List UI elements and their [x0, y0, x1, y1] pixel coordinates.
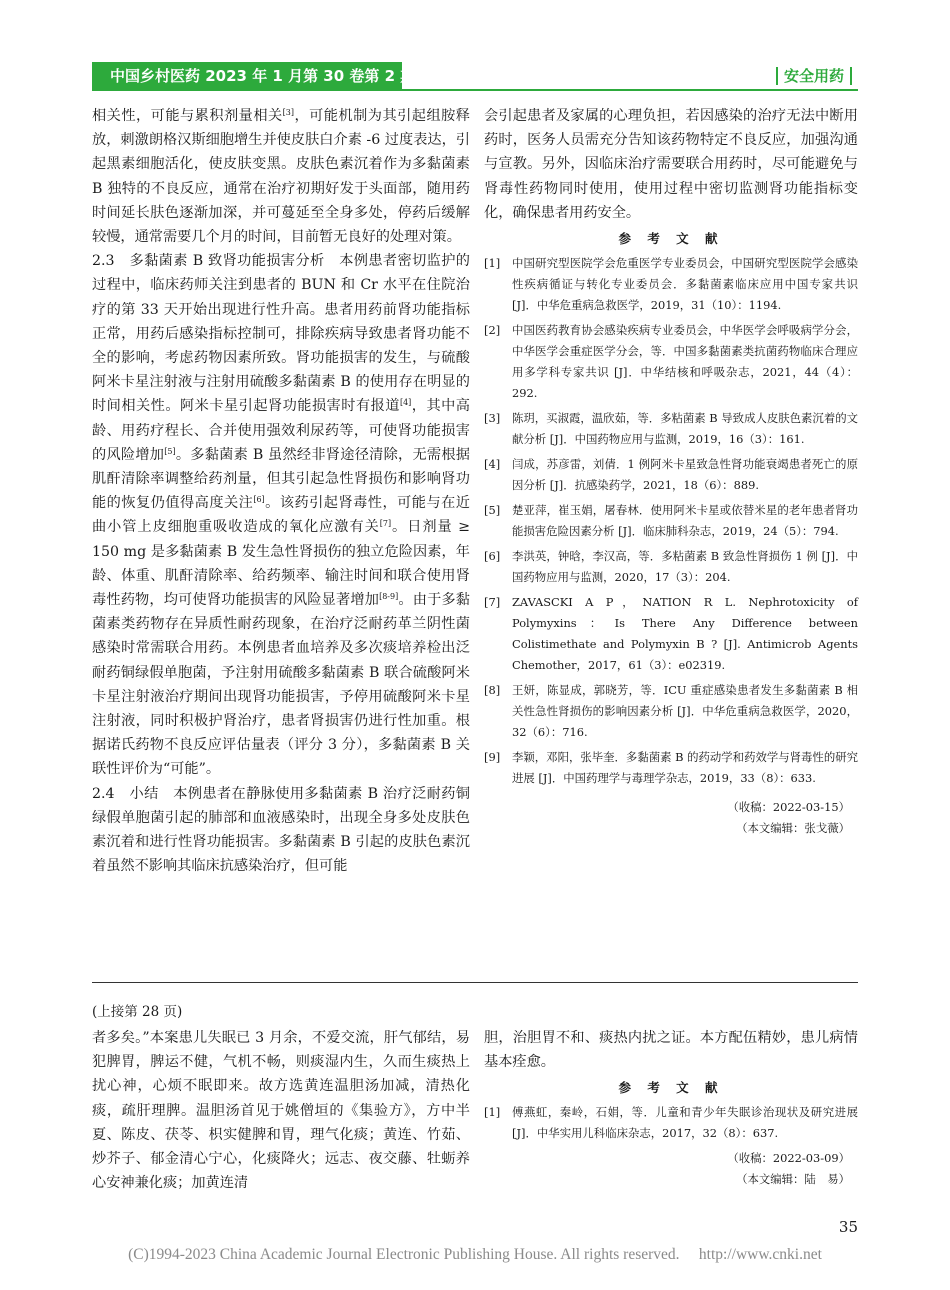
article-divider — [92, 982, 858, 983]
citation-6: [6] — [253, 495, 265, 505]
reference-number: [4] — [484, 457, 501, 472]
reference-text: 李洪英，钟晗，李汉高，等．多粘菌素 B 致急性肾损伤 1 例 [J]．中国药物应用与监测，2020，17（3）：204. — [512, 549, 858, 585]
section-tag — [770, 62, 858, 90]
text-run: 相关性，可能与累积剂量相关 — [92, 108, 283, 124]
page-number: 35 — [838, 1218, 858, 1236]
section-label: 安全用药 — [783, 67, 844, 85]
reference-number: [3] — [484, 411, 501, 426]
reference-text: 楚亚萍，崔玉娟，屠春林．使用阿米卡星或依替米星的老年患者肾功能损害危险因素分析 [J]．临床肺科杂志，2019，24（5）：794. — [512, 503, 858, 539]
reference-item — [484, 408, 858, 450]
section-bar-right — [850, 67, 852, 85]
reference-item — [484, 680, 858, 743]
reference-item — [484, 500, 858, 542]
reference-number: [8] — [484, 683, 501, 698]
continuation-paragraph: 者多矣。”本案患儿失眠已 3 月余，不爱交流，肝气郁结，易犯脾胃，脾运不健，气机不畅，则痰湿内生，久而生痰热上扰心神，心烦不眠即来。故方选黄连温胆汤加减，清热化痰，疏肝理脾。温胆汤首见于姚僧垣的《集验方》，方中半夏、陈皮、茯苓、枳实健脾和胃，理气化痰；黄连、竹茹、炒芥子、郁金清心宁心，化痰降火；远志、夜交藤、牡蛎养心安神兼化痰；加黄连清 — [92, 1030, 470, 1192]
continuation-left-column — [92, 1026, 470, 1195]
reference-text: 陈玥，买淑霞，温欣茹，等．多粘菌素 B 导致成人皮肤色素沉着的文献分析 [J]．中国药物应用与监测，2019，16（3）：161. — [512, 411, 858, 447]
reference-number: [2] — [484, 323, 501, 338]
text-run: 。由于多黏菌素类药物存在异质性耐药现象，在治疗泛耐药革兰阴性菌感染时常需联合用药。本例患者血培养及多次痰培养检出泛耐药铜绿假单胞菌，予注射用硫酸多黏菌素 B 联合硫酸阿米卡星注射液治疗期间出现肾功能损害，予停用硫酸阿米卡星注射液，同时积极护肾治疗，患者肾损害仍进行性加重。根据诺氏药物不良反应评估量表（评分 3 分），多黏菌素 B 关联性评价为“可能”。 — [92, 592, 470, 778]
references-title: 参 考 文 献 — [618, 231, 724, 247]
citation-7: [7] — [379, 519, 392, 529]
text-run: 。日剂量 ≥ 150 mg 是多黏菌素 B 发生急性肾损伤的独立危险因素，年龄、体重、肌酐清除率、给药频率、输注时间和联合使用肾毒性药物，均可使肾功能损害的风险显著增加 — [92, 519, 470, 609]
editor-credit: （本文编辑：张戈薇） — [736, 821, 850, 836]
citation-4: [4] — [399, 398, 412, 408]
citation-5: [5] — [164, 446, 176, 456]
text-run: 。该药引起肾毒性，可能与在近曲小管上皮细胞重吸收造成的氧化应激有关 — [92, 495, 470, 536]
paragraph-conclusion: 会引起患者及家属的心理负担，若因感染的治疗无法中断用药时，医务人员需充分告知该药物特定不良反应，加强沟通与宣教。另外，因临床治疗需要联合用药时，尽可能避免与肾毒性药物同时使用，使用过程中密切监测肾功能指标变化，确保患者用药安全。 — [484, 108, 858, 221]
reference-text: 王妍，陈显成，郭晓芳，等．ICU 重症感染患者发生多黏菌素 B 相关性急性肾损伤的影响因素分析 [J]．中华危重病急救医学，2020，32（6）：716. — [512, 683, 858, 740]
continuation-conclusion: 胆，治胆胃不和、痰热内扰之证。本方配伍精妙，患儿病情基本痊愈。 — [484, 1030, 858, 1071]
reference-text: 闫成，苏彦雷，刘倩．1 例阿米卡星致急性肾功能衰竭患者死亡的原因分析 [J]．抗感染药学，2021，18（6）：889. — [512, 457, 858, 493]
continuation-references-title: 参 考 文 献 — [618, 1080, 724, 1096]
paragraph-pigmentation — [92, 104, 470, 249]
header-rule — [92, 89, 858, 91]
right-column — [484, 104, 858, 839]
section-bar-left — [776, 67, 778, 85]
copyright-notice: (C)1994-2023 China Academic Journal Electronic Publishing House. All rights reserved. http://www.cnki.net — [128, 1246, 822, 1263]
text-run: 本例患者密切监护的过程中，临床药师关注到患者的 BUN 和 Cr 水平在住院治疗的第 33 天开始出现进行性升高。患者用药前肾功能指标正常，用药后感染指标控制可，排除疾病导致患者肾功能不全的影响，考虑药物因素所致。肾功能损害的发生，与硫酸阿米卡星注射液与注射用硫酸多黏菌素 B 的使用存在明显的时间相关性。阿米卡星引起肾功能损害时有报道 — [92, 253, 470, 415]
continuation-received-date: （收稿：2022-03-09） — [727, 1151, 850, 1166]
reference-number: [7] — [484, 595, 501, 610]
reference-item — [484, 320, 858, 404]
reference-item — [484, 1102, 858, 1144]
reference-text: ZAVASCKI A P，NATION R L. Nephrotoxicity of Polymyxins：Is There Any Difference between Colistimethate and Polymyxin B ? [J]. Antimicrob Agents Chemother，2017，61（3）：e02319. — [512, 595, 858, 673]
section-2-3-title: 2.3 多黏菌素 B 致肾功能损害分析 — [92, 253, 325, 270]
continuation-references-list — [484, 1102, 858, 1144]
reference-item — [484, 454, 858, 496]
text-run: 。多黏菌素 B 虽然经非肾途径清除，无需根据肌酐清除率调整给药剂量，但其引起急性肾损伤和影响肾功能的恢复仍值得高度关注 — [92, 446, 470, 512]
continuation-right-column — [484, 1026, 858, 1190]
reference-text: 中国研究型医院学会危重医学专业委员会，中国研究型医院学会感染性疾病循证与转化专业委员会．多黏菌素临床应用中国专家共识 [J]．中华危重病急救医学，2019，31（10）：1194. — [512, 256, 858, 313]
reference-number: [1] — [484, 256, 501, 271]
reference-number: [6] — [484, 549, 501, 564]
section-2-4-title: 2.4 小结 — [92, 785, 159, 802]
text-run: ，其中高龄、用药疗程长、合并使用强效利尿药等，可使肾功能损害的风险增加 — [92, 398, 470, 463]
reference-text: 李颖，邓阳，张毕奎．多黏菌素 B 的药动学和药效学与肾毒性的研究进展 [J]．中国药理学与毒理学杂志，2019，33（8）：633. — [512, 750, 858, 786]
reference-item — [484, 253, 858, 316]
text-run: ，可能机制为其引起组胺释放，刺激朗格汉斯细胞增生并使皮肤白介素 -6 过度表达，引起黑素细胞活化，使皮肤变黑。皮肤色素沉着作为多黏菌素 B 独特的不良反应，通常在治疗初期好发于头面部，随用药时间延长肤色逐渐加深，并可蔓延至全身多处，停药后缓解较慢，通常需要几个月的时间，目前暂无良好的处理对策。 — [92, 108, 470, 246]
reference-number: [9] — [484, 750, 501, 765]
received-date: （收稿：2022-03-15） — [727, 800, 850, 815]
reference-number: [1] — [484, 1105, 501, 1120]
citation-3: [3] — [282, 108, 294, 117]
reference-item — [484, 592, 858, 676]
continuation-editor-credit: （本文编辑：陆 易） — [736, 1172, 850, 1187]
journal-header: 中国乡村医药 2023 年 1 月第 30 卷第 2 期 — [92, 62, 402, 90]
reference-number: [5] — [484, 503, 501, 518]
left-column — [92, 104, 470, 879]
reference-item — [484, 546, 858, 588]
reference-item — [484, 747, 858, 789]
references-list — [484, 253, 858, 789]
citation-8-9: [8-9] — [379, 592, 399, 602]
text-run: 本例患者在静脉使用多黏菌素 B 治疗泛耐药铜绿假单胞菌引起的肺部和血液感染时，出现全身多处皮肤色素沉着和进行性肾功能损害。多黏菌素 B 引起的皮肤色素沉着虽然不影响其临床抗感染治疗，但可能 — [92, 785, 470, 875]
reference-text: 中国医药教育协会感染疾病专业委员会，中华医学会呼吸病学分会，中华医学会重症医学分会，等．中国多黏菌素类抗菌药物临床合理应用多学科专家共识 [J]．中华结核和呼吸杂志，2021，44（4）：292. — [512, 323, 858, 401]
reference-text: 傅燕虹，秦岭，石娟，等．儿童和青少年失眠诊治现状及研究进展 [J]．中华实用儿科临床杂志，2017，32（8）：637. — [512, 1105, 858, 1141]
section-2-3 — [92, 249, 470, 781]
continuation-label: (上接第 28 页) — [92, 1004, 183, 1020]
section-2-4 — [92, 782, 470, 879]
